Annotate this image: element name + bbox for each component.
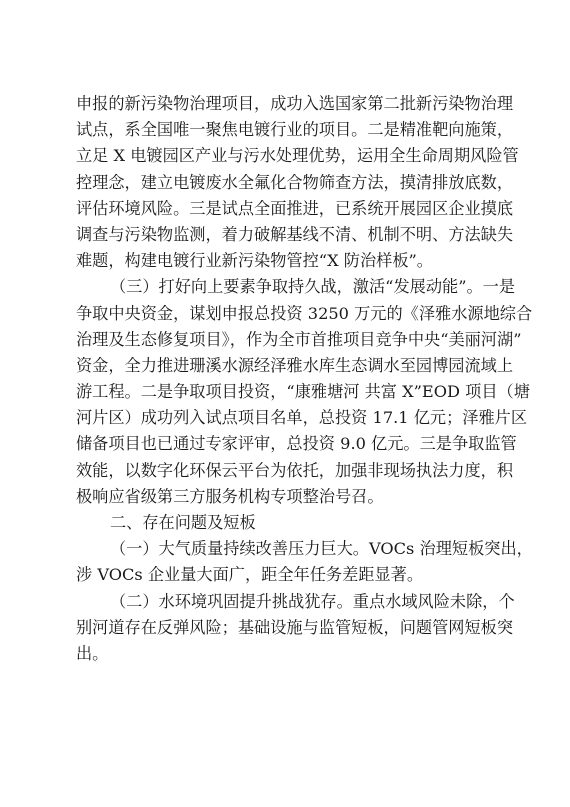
text-line: 游工程。二是争取项目投资，“康雅塘河 共富 X”EOD 项目（塘	[76, 382, 530, 402]
text-line: 评估环境风险。三是试点全面推进，已系统开展园区企业摸底	[76, 198, 514, 218]
text-line: 出。	[76, 643, 109, 663]
text-line: 极响应省级第三方服务机构专项整治号召。	[76, 486, 384, 506]
text-line: 储备项目也已通过专家评审，总投资 9.0 亿元。三是争取监管	[76, 434, 517, 454]
text-line: 资金，全力推进珊溪水源经泽雅水库生态调水至园博园流域上	[76, 355, 514, 375]
text-line: 立足 X 电镀园区产业与污水处理优势，运用全生命周期风险管	[76, 146, 519, 166]
paragraph-start-line: （三）打好向上要素争取持久战，激活“发展动能”。一是	[110, 277, 516, 297]
text-line: 难题，构建电镀行业新污染物管控“X 防治样板”。	[76, 251, 433, 271]
text-line: 申报的新污染物治理项目，成功入选国家第二批新污染物治理	[76, 94, 514, 113]
section-heading: 二、存在问题及短板	[110, 513, 256, 532]
text-line: 调查与污染物监测，着力破解基线不清、机制不明、方法缺失	[76, 224, 514, 244]
text-line: 争取中央资金，谋划申报总投资 3250 万元的《泽雅水源地综合	[76, 303, 533, 323]
text-line: 控理念，建立电镀废水全氟化合物筛查方法，摸清排放底数，	[76, 172, 514, 192]
document-body	[76, 91, 533, 667]
text-line: 试点，系全国唯一聚焦电镀行业的项目。二是精准靶向施策，	[76, 120, 514, 140]
text-line: 效能，以数字化环保云平台为依托，加强非现场执法力度，积	[76, 460, 514, 480]
paragraph-start-line: （二）水环境巩固提升挑战犹存。重点水域风险未除，个	[110, 591, 515, 611]
text-line: 治理及生态修复项目》，作为全市首推项目竞争中央“美丽河湖”	[76, 329, 522, 349]
paragraph-start-line: （一）大气质量持续改善压力巨大。VOCs 治理短板突出，	[110, 539, 533, 559]
text-line: 别河道存在反弹风险；基础设施与监管短板，问题管网短板突	[76, 617, 514, 637]
text-line: 河片区）成功列入试点项目名单，总投资 17.1 亿元；泽雅片区	[76, 408, 528, 428]
text-line: 涉 VOCs 企业量大面广，距全年任务差距显著。	[76, 565, 424, 585]
